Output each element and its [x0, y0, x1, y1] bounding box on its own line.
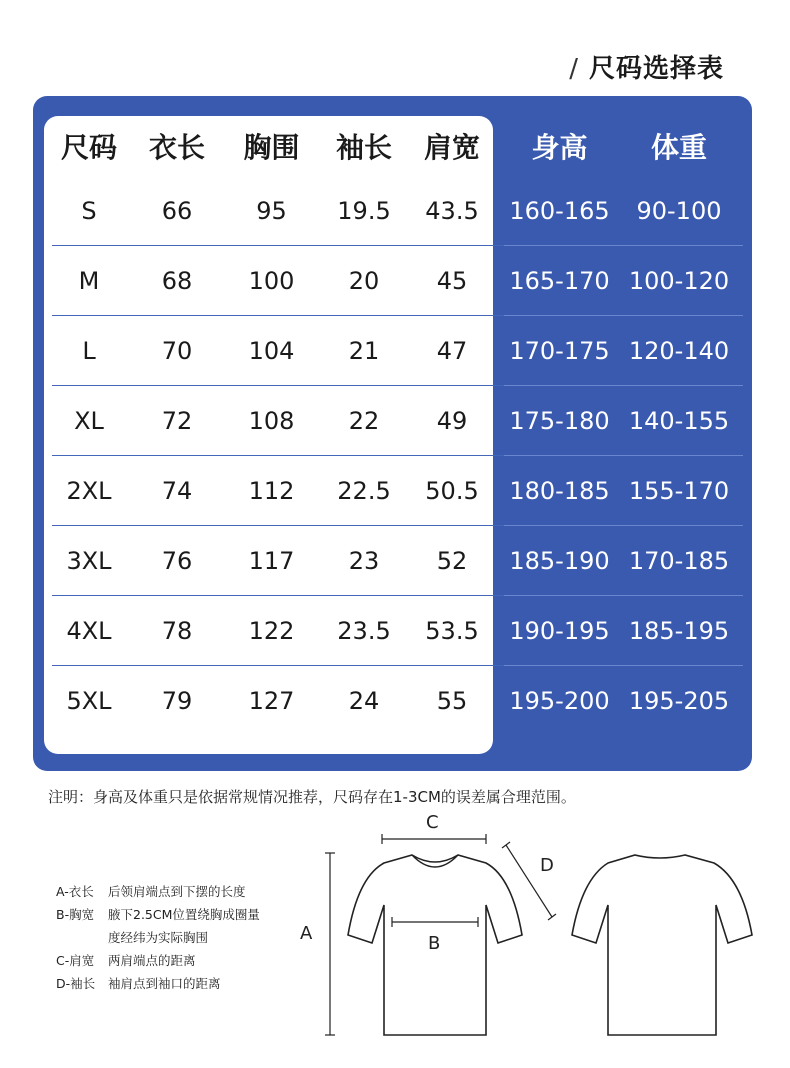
sleeve-measure-bottom-tick [548, 914, 556, 920]
cell-length: 68 [161, 267, 193, 295]
cell-size: S [81, 197, 97, 225]
cell-sleeve: 23.5 [337, 617, 391, 645]
table-row [44, 176, 743, 246]
cell-weight: 100-120 [628, 267, 730, 295]
cell-weight: 120-140 [628, 337, 730, 365]
table-row [44, 596, 743, 666]
cell-height: 195-200 [509, 687, 610, 715]
cell-weight: 155-170 [628, 477, 730, 505]
cell-height: 180-185 [509, 477, 610, 505]
header-size: 尺码 [60, 131, 117, 164]
cell-weight: 195-205 [628, 687, 730, 715]
table-row [44, 526, 743, 596]
cell-size: 4XL [66, 617, 112, 645]
cell-sleeve: 23 [348, 547, 380, 575]
cell-weight: 185-195 [628, 617, 730, 645]
cell-chest: 112 [248, 477, 295, 505]
tshirt-outline-svg [290, 805, 770, 1055]
legend-item [56, 974, 260, 997]
header-chest: 胸围 [243, 131, 300, 164]
legend-value: 度经纬为实际胸围 [108, 930, 209, 945]
legend-key: D-袖长 [56, 976, 96, 991]
legend-key [56, 928, 108, 951]
cell-height: 175-180 [509, 407, 610, 435]
cell-chest: 127 [248, 687, 295, 715]
cell-sleeve: 21 [348, 337, 380, 365]
label-d: D [540, 855, 554, 876]
legend-item [56, 928, 260, 951]
label-a: A [300, 923, 313, 944]
tshirt-diagram [290, 805, 770, 1055]
title-text: 尺码选择表 [588, 54, 724, 84]
cell-length: 66 [161, 197, 193, 225]
cell-shoulder: 45 [436, 267, 468, 295]
header-sleeve: 袖长 [335, 131, 392, 164]
cell-shoulder: 50.5 [425, 477, 479, 505]
cell-chest: 117 [248, 547, 295, 575]
cell-height: 190-195 [509, 617, 610, 645]
cell-shoulder: 55 [436, 687, 468, 715]
legend-value: 腋下2.5CM位置绕胸成圈量 [108, 907, 260, 922]
cell-size: XL [74, 407, 104, 435]
cell-chest: 104 [248, 337, 295, 365]
cell-length: 79 [161, 687, 193, 715]
cell-sleeve: 20 [348, 267, 380, 295]
disclaimer-note: 注明：身高及体重只是依据常规情况推荐，尺码存在1-3CM的误差属合理范围。 [48, 788, 576, 806]
legend-value: 两肩端点的距离 [108, 953, 196, 968]
cell-shoulder: 53.5 [425, 617, 479, 645]
legend-value: 袖肩点到袖口的距离 [108, 976, 221, 991]
legend-item [56, 882, 260, 905]
back-shirt-outline [572, 855, 752, 1035]
cell-length: 74 [161, 477, 193, 505]
page-title [569, 48, 724, 85]
legend-value: 后领肩端点到下摆的长度 [108, 884, 246, 899]
cell-length: 78 [161, 617, 193, 645]
table-row [44, 666, 743, 736]
cell-chest: 122 [248, 617, 295, 645]
cell-chest: 108 [248, 407, 295, 435]
legend-item [56, 905, 260, 928]
cell-weight: 170-185 [628, 547, 730, 575]
label-c: C [426, 812, 439, 833]
cell-weight: 90-100 [636, 197, 722, 225]
cell-size: L [82, 337, 96, 365]
header-length: 衣长 [148, 131, 205, 164]
cell-chest: 95 [256, 197, 287, 225]
size-chart-panel [33, 96, 752, 771]
table-row [44, 386, 743, 456]
measurement-legend [56, 882, 260, 997]
cell-size: 2XL [66, 477, 112, 505]
title-slash: / [569, 54, 579, 84]
table-row [44, 246, 743, 316]
cell-shoulder: 49 [436, 407, 468, 435]
cell-size: 3XL [66, 547, 112, 575]
cell-length: 72 [161, 407, 193, 435]
front-collar [412, 855, 458, 867]
legend-key: C-肩宽 [56, 953, 95, 968]
cell-shoulder: 52 [436, 547, 468, 575]
cell-chest: 100 [248, 267, 295, 295]
cell-shoulder: 43.5 [425, 197, 479, 225]
table-row [44, 456, 743, 526]
cell-size: 5XL [66, 687, 112, 715]
cell-weight: 140-155 [628, 407, 730, 435]
header-shoulder: 肩宽 [423, 131, 480, 164]
header-weight: 体重 [650, 131, 707, 164]
legend-item [56, 951, 260, 974]
cell-length: 76 [161, 547, 193, 575]
cell-height: 165-170 [509, 267, 610, 295]
sleeve-measure-top-tick [502, 842, 510, 848]
cell-sleeve: 22 [348, 407, 380, 435]
legend-key: A-衣长 [56, 884, 94, 899]
size-table [44, 116, 743, 736]
cell-length: 70 [161, 337, 193, 365]
legend-key: B-胸宽 [56, 907, 95, 922]
label-b: B [428, 933, 441, 954]
cell-height: 185-190 [509, 547, 610, 575]
table-header-row [44, 116, 743, 176]
cell-sleeve: 24 [348, 687, 380, 715]
table-row [44, 316, 743, 386]
cell-shoulder: 47 [436, 337, 468, 365]
cell-height: 160-165 [509, 197, 610, 225]
header-height: 身高 [531, 131, 588, 164]
cell-size: M [78, 267, 100, 295]
cell-height: 170-175 [509, 337, 610, 365]
cell-sleeve: 22.5 [337, 477, 391, 505]
cell-sleeve: 19.5 [337, 197, 391, 225]
